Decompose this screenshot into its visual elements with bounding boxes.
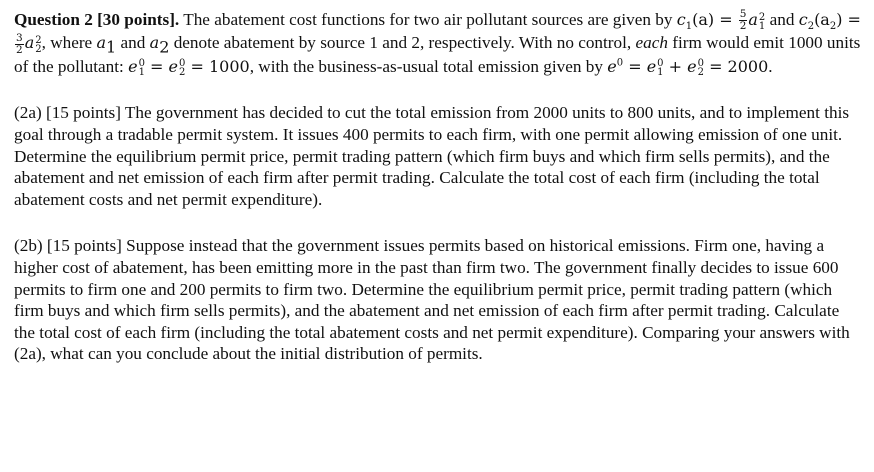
a2-symbol: a — [149, 33, 160, 53]
intro-text-1: The abatement cost functions for two air pollutant sources are given by — [183, 10, 673, 29]
document-page — [14, 9, 864, 365]
total-emission-equation — [607, 56, 769, 79]
intro-text-2: , where — [41, 33, 93, 53]
c2-arg-close: ) = — [836, 10, 861, 29]
e1b-sub: 1 — [657, 67, 664, 79]
e1-sup: 0 — [138, 58, 145, 70]
intro-text-6: , with the business-as-usual total emission given by — [249, 56, 603, 76]
e0-sup: 0 — [616, 57, 624, 69]
equals-2000: = 2000 — [709, 56, 769, 76]
c2-fraction-numerator: 3 — [16, 31, 23, 44]
and-word: and — [769, 10, 795, 29]
c2-symbol: c — [798, 10, 808, 29]
e2b-scripts — [698, 59, 704, 77]
intro-text-3: and — [120, 33, 146, 53]
intro-text-4: denote abatement by source 1 and 2, respectively. With no control, — [173, 33, 632, 53]
cost-function-1 — [676, 8, 766, 33]
c1-variable-sup: 2 — [758, 11, 766, 23]
e2b-sub: 2 — [697, 67, 704, 79]
c1-fraction-numerator: 5 — [739, 8, 747, 21]
e1b-sup: 0 — [657, 58, 664, 70]
c1-fraction-denominator: 2 — [739, 20, 747, 33]
c2-variable: a — [24, 33, 35, 53]
e1-sub: 1 — [138, 67, 145, 79]
equals-1000: = 1000 — [190, 56, 250, 76]
question-heading: Question 2 [30 points]. — [14, 10, 180, 29]
c1-argument: (a) = — [692, 10, 733, 29]
intro-end: . — [768, 56, 773, 76]
a1-symbol: a — [96, 33, 107, 53]
intro-text-5: firm would emit 1000 units of the pollutant: — [14, 33, 861, 76]
e2b-sup: 0 — [697, 58, 704, 70]
part-2b-paragraph: (2b) [15 points] Suppose instead that the government issues permits based on historical emissions. Firm one, having a higher cost of abatement, has been emitting more in the past than firm two. The government finally decides to issue 600 permits to firm one and 200 permits to firm two. Determine the equilibrium permit price, permit trading pattern (which firm buys and which firm sells permits), and the abatement and net emission of each firm after permit trading. Calculate the total cost of each firm (including the total abatement costs and net permit expenditure). Comparing your answers with (2a), what can you conclude about the initial distribution of permits. — [14, 236, 850, 364]
each-emphasis: each — [635, 33, 668, 53]
c1-symbol: c — [676, 10, 686, 29]
e1b-scripts — [657, 59, 663, 77]
question-intro-paragraph — [14, 9, 864, 77]
c2-variable-sup: 2 — [35, 34, 42, 46]
equals-3: = — [628, 56, 642, 76]
c1-variable-sub: 1 — [758, 20, 766, 32]
e1-scripts — [139, 59, 145, 77]
e2-scripts — [179, 59, 185, 77]
c2-arg-subscript: 2 — [829, 21, 837, 33]
e2-symbol: e — [168, 56, 178, 76]
e1b-symbol: e — [646, 56, 657, 76]
a2-subscript: 2 — [159, 37, 170, 57]
c1-subscript: 1 — [685, 21, 693, 33]
e1-symbol: e — [128, 56, 138, 76]
c1-variable: a — [748, 10, 758, 29]
c2-variable-sub: 2 — [35, 43, 42, 55]
e2-sub: 2 — [179, 67, 186, 79]
e2-sup: 0 — [179, 58, 186, 70]
c2-arg-open: (a — [814, 10, 830, 29]
c2-fraction-denominator: 2 — [16, 43, 23, 56]
baseline-emission-equation — [128, 56, 250, 79]
c1-fraction — [739, 9, 748, 32]
e0-symbol: e — [607, 56, 617, 76]
part-2a-paragraph: (2a) [15 points] The government has decided to cut the total emission from 2000 units to 800 units, and to implement this goal through a tradable permit system. It issues 400 permits to each firm, with one permit allowing emission of one unit. Determine the equilibrium permit price, permit trading pattern (which firm buys and which firm sells permits), and the abatement and net emission of each firm after permit trading. Calculate the total cost of each firm (including the total abatement costs and net permit expenditure). — [14, 103, 850, 209]
c2-subscript: 2 — [807, 21, 815, 33]
e2b-symbol: e — [687, 56, 697, 76]
c2-fraction — [15, 33, 24, 56]
a1-subscript: 1 — [106, 37, 117, 57]
equals-1: = — [150, 56, 164, 76]
c1-variable-scripts — [759, 13, 765, 31]
plus-sign: + — [668, 56, 683, 76]
